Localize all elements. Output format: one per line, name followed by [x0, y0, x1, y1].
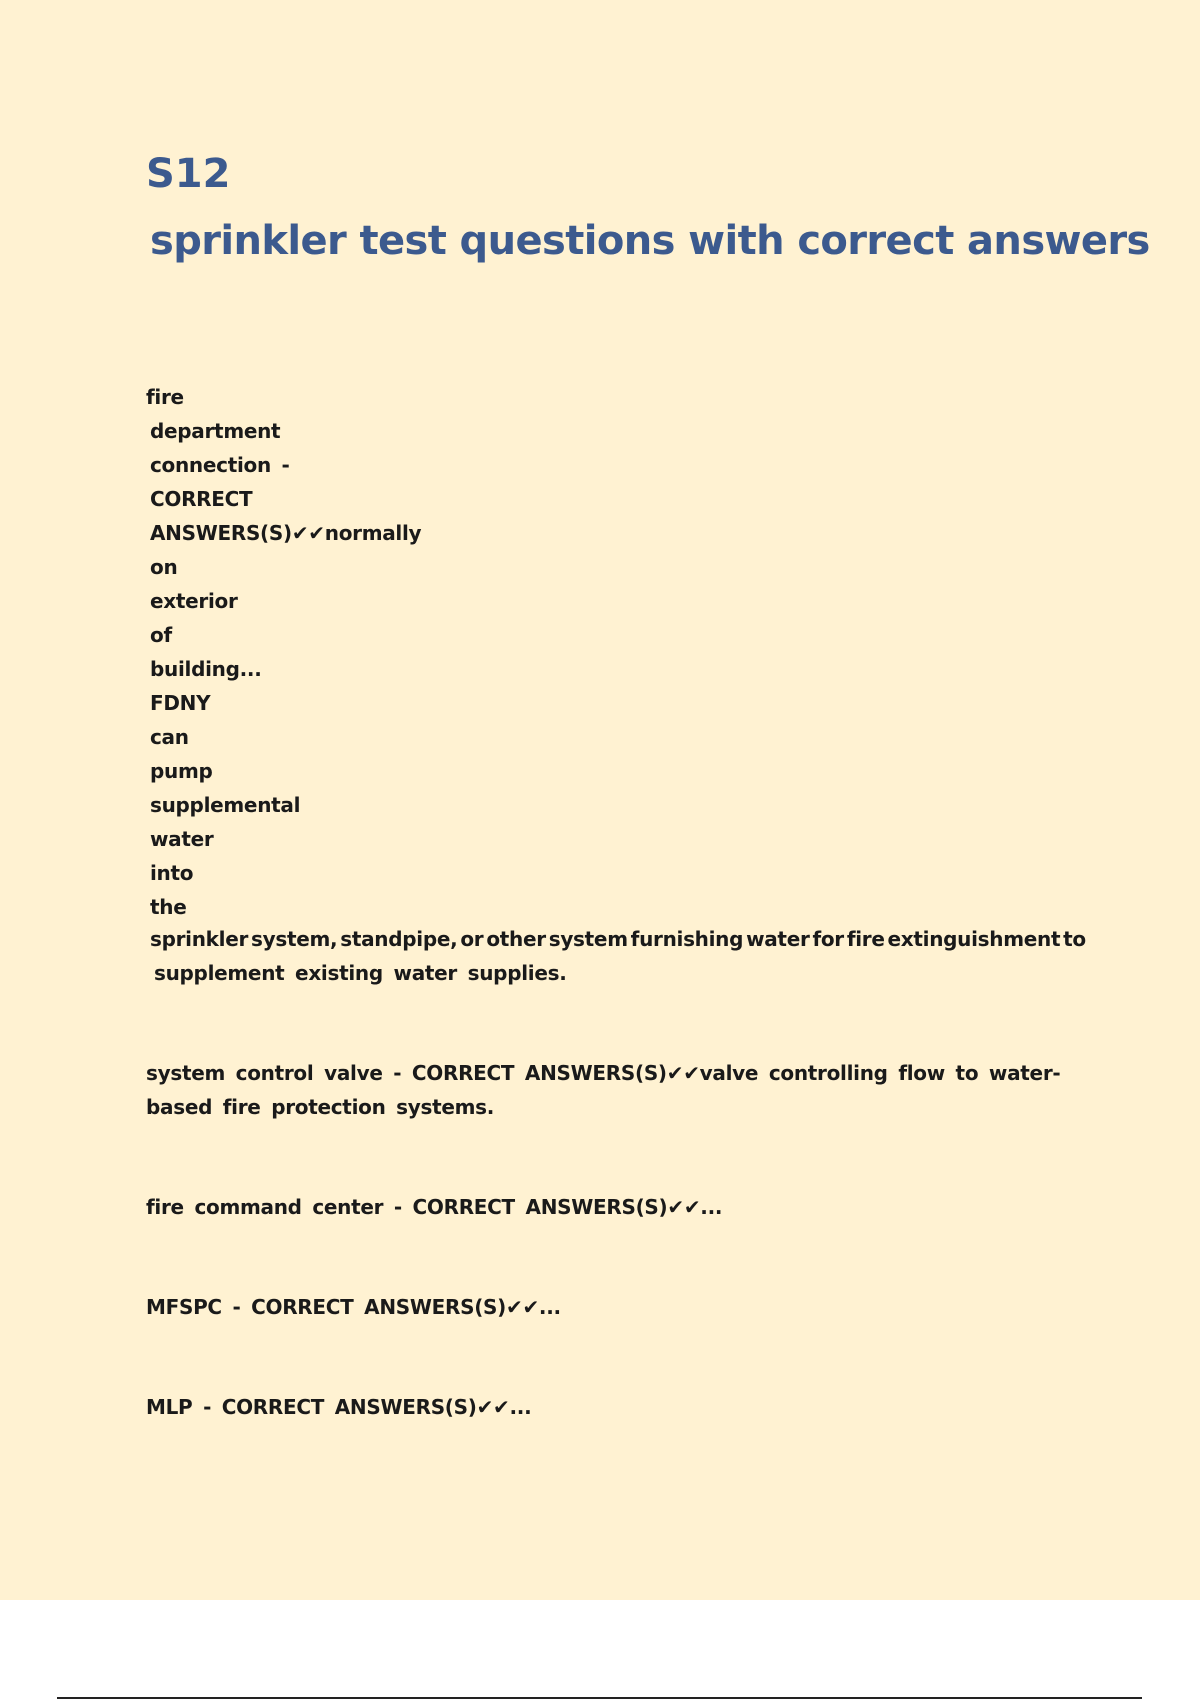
entry-1-word: into [150, 861, 194, 885]
entry-1-line-b: supplement existing water supplies. [154, 961, 567, 985]
entry-1-word: ANSWERS(S)✔✔normally [150, 521, 422, 545]
entry-1-word-column [146, 380, 421, 924]
entry-1-line-a-word: to [1063, 927, 1086, 951]
entry-1-line-a-word: other [486, 927, 546, 951]
entry-4-line: MFSPC - CORRECT ANSWERS(S)✔✔... [146, 1295, 561, 1319]
entry-2-line-b: based fire protection systems. [146, 1095, 495, 1119]
entry-1-word: the [150, 895, 187, 919]
entry-1-line-a-word: for [812, 927, 844, 951]
entry-1-word: exterior [150, 589, 238, 613]
document-code: S12 [146, 151, 231, 197]
entry-5-line: MLP - CORRECT ANSWERS(S)✔✔... [146, 1395, 532, 1419]
entry-1-line-a-word: standpipe, [340, 927, 458, 951]
entry-1-line-a [150, 922, 1086, 956]
entry-1-line-a-word: sprinkler [150, 927, 249, 951]
entry-2-line-a: system control valve - CORRECT ANSWERS(S)✔✔valve controlling flow to water- [146, 1061, 1061, 1085]
entry-1-word: on [150, 555, 178, 579]
entry-1-line-a-word: water [746, 927, 810, 951]
entry-1-word: connection - [150, 453, 290, 477]
entry-1-word: department [150, 419, 281, 443]
entry-1-line-a-word: extinguishment [887, 927, 1061, 951]
footer-rule [57, 1697, 1142, 1699]
entry-1-line-a-word: system, [251, 927, 338, 951]
entry-1-line-a-word: fire [846, 927, 885, 951]
entry-1-word: CORRECT [150, 487, 253, 511]
document-title: sprinkler test questions with correct answers [150, 218, 1150, 264]
entry-1-word: fire [146, 385, 184, 409]
entry-1-word: of [150, 623, 172, 647]
entry-1-word: pump [150, 759, 213, 783]
entry-1-line-a-word: or [460, 927, 484, 951]
entry-1-word: building... [150, 657, 262, 681]
entry-1-word: FDNY [150, 691, 211, 715]
entry-1-line-a-word: furnishing [630, 927, 744, 951]
entry-1-word: water [150, 827, 214, 851]
entry-1-line-a-word: system [548, 927, 628, 951]
entry-1-word: can [150, 725, 189, 749]
entry-1-word: supplemental [150, 793, 301, 817]
entry-3-line: fire command center - CORRECT ANSWERS(S)✔✔... [146, 1195, 723, 1219]
